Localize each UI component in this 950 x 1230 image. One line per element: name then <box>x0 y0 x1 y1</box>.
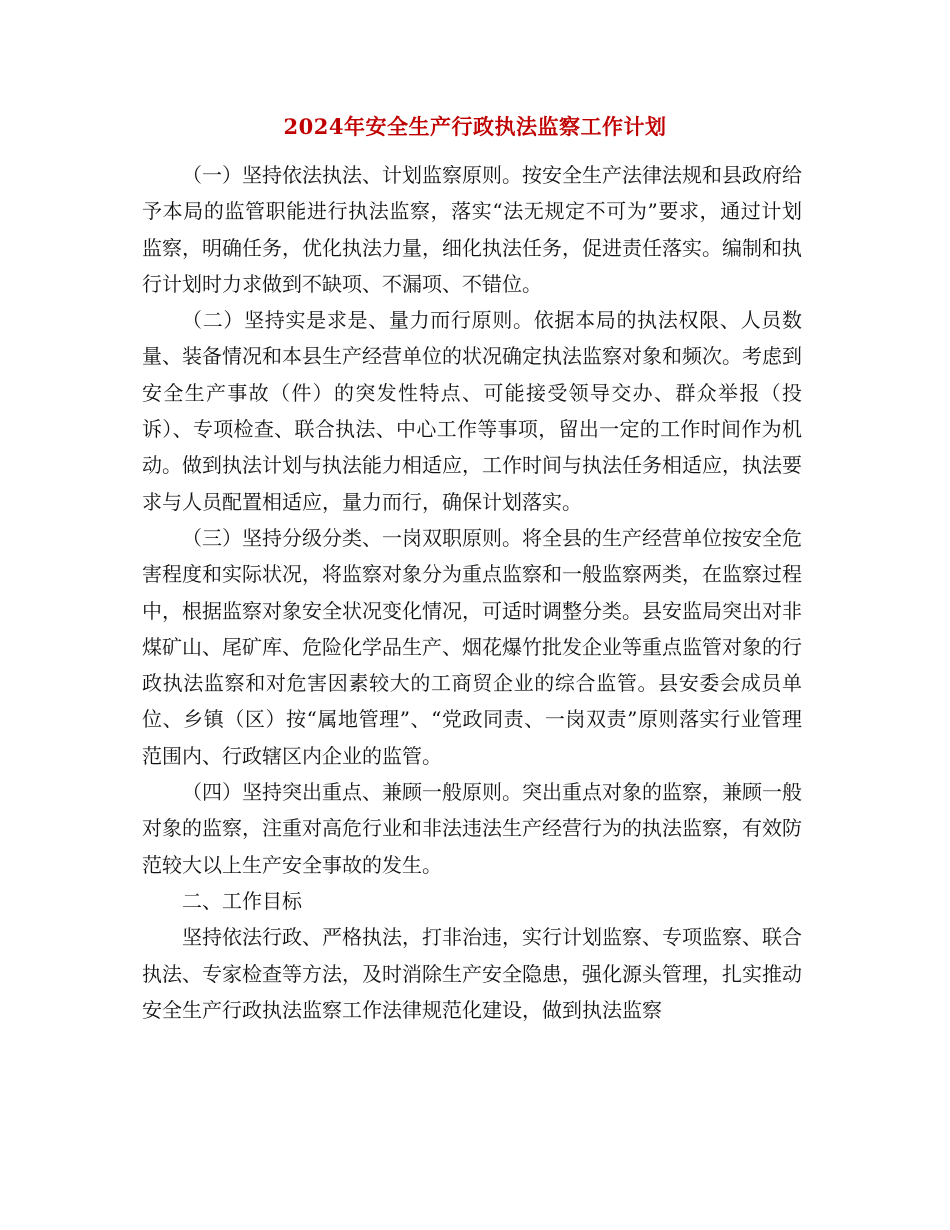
document-title: 2024年安全生产行政执法监察工作计划 <box>283 114 667 139</box>
document-body <box>142 157 802 1028</box>
section-heading-work-goals: 二、工作目标 <box>182 888 302 913</box>
paragraph-principle-4: （四）坚持突出重点、兼顾一般原则。突出重点对象的监察，兼顾一般对象的监察，注重对高危行业和非法违法生产经营行为的执法监察，有效防范较大以上生产安全事故的发生。 <box>142 780 802 877</box>
paragraph-principle-3: （三）坚持分级分类、一岗双职原则。将全县的生产经营单位按安全危害程度和实际状况，将监察对象分为重点监察和一般监察两类，在监察过程中，根据监察对象安全状况变化情况，可适时调整分类。县安监局突出对非煤矿山、尾矿库、危险化学品生产、烟花爆竹批发企业等重点监管对象的行政执法监察和对危害因素较大的工商贸企业的综合监管。县安委会成员单位、乡镇（区）按“属地管理”、“党政同责、一岗双责”原则落实行业管理范围内、行政辖区内企业的监管。 <box>142 525 802 768</box>
paragraph-principle-2: （二）坚持实是求是、量力而行原则。依据本局的执法权限、人员数量、装备情况和本县生产经营单位的状况确定执法监察对象和频次。考虑到安全生产事故（件）的突发性特点、可能接受领导交办、群众举报（投诉）、专项检查、联合执法、中心工作等事项，留出一定的工作时间作为机动。做到执法计划与执法能力相适应，工作时间与执法任务相适应，执法要求与人员配置相适应，量力而行，确保计划落实。 <box>142 308 802 514</box>
paragraph-work-goals: 坚持依法行政、严格执法，打非治违，实行计划监察、专项监察、联合执法、专家检查等方法，及时消除生产安全隐患，强化源头管理，扎实推动安全生产行政执法监察工作法律规范化建设，做到执法监察 <box>142 925 802 1022</box>
paragraph-principle-1: （一）坚持依法执法、计划监察原则。按安全生产法律法规和县政府给予本局的监管职能进行执法监察，落实“法无规定不可为”要求，通过计划监察，明确任务，优化执法力量，细化执法任务，促进责任落实。编制和执行计划时力求做到不缺项、不漏项、不错位。 <box>142 163 802 296</box>
